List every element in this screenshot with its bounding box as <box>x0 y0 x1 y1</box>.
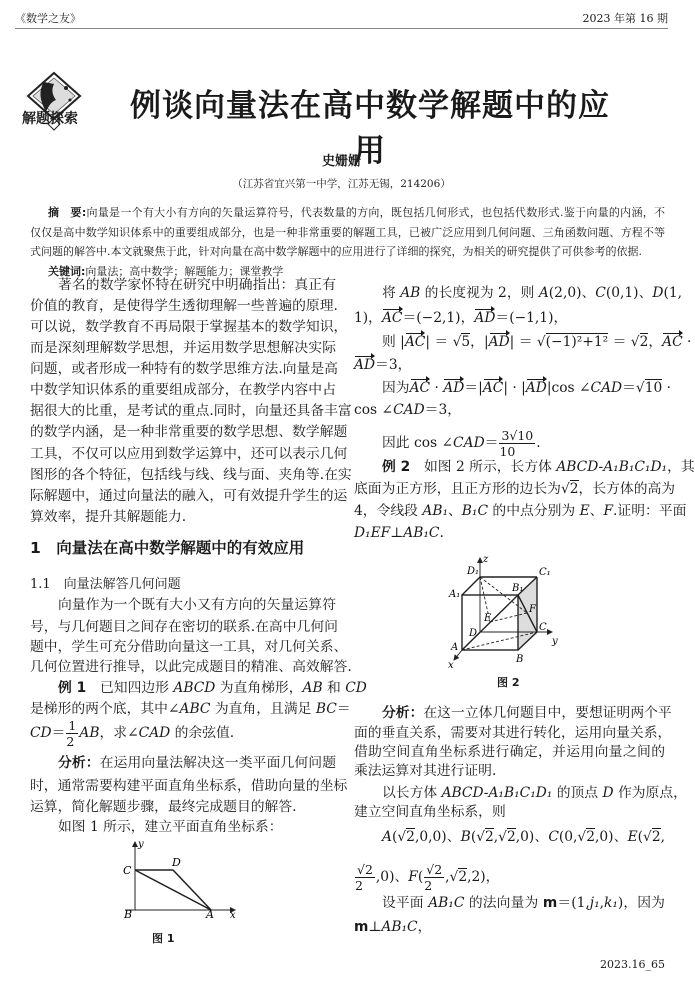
math-variable: AB₁ <box>422 503 448 519</box>
section-heading: 1 向量法在高中数学解题中的有效应用 <box>30 539 305 557</box>
text-segment: ,0)、 <box>375 869 409 885</box>
text-segment: 、 <box>589 503 604 519</box>
text-segment: (√ <box>637 829 652 845</box>
text-segment: 为直角，且满足 <box>210 701 316 717</box>
text-segment: |cos ∠ <box>546 380 591 396</box>
text-segment: ＝(−1,1)， <box>495 310 568 326</box>
text-line <box>30 443 348 465</box>
text-segment: .证明：平面 <box>613 503 687 519</box>
sqrt-radicand: 2 <box>651 829 661 845</box>
label-D: D <box>469 628 478 639</box>
vector: AC <box>405 331 426 353</box>
label-B: B <box>124 908 133 921</box>
math-variable: CD <box>345 680 367 696</box>
bold-label: m <box>354 919 369 935</box>
author: 史姗姗 <box>321 154 361 169</box>
fraction-denominator: 2 <box>355 878 363 893</box>
text-line <box>354 307 665 329</box>
text-line <box>354 801 665 823</box>
text-line <box>382 331 692 353</box>
figure-2-caption: 图 2 <box>497 676 520 689</box>
text-segment: 乘法运算对其进行证明. <box>354 763 497 779</box>
text-line <box>30 379 336 401</box>
vector: AD <box>354 354 375 376</box>
text-segment: ,√ <box>445 869 459 885</box>
sqrt-radicand: 2 <box>506 829 516 845</box>
text-segment: 而是深刻理解数学思想，并运用数学思想解决实际 <box>30 340 336 356</box>
text-segment: 算效率，提升其解题能力. <box>30 509 187 525</box>
text-segment: ，求∠ <box>99 725 139 741</box>
label-D: D <box>172 856 181 869</box>
text-segment: 的法向量为 <box>464 895 543 911</box>
page-footer: 2023.16_65 <box>600 958 665 971</box>
vector: AC <box>662 331 683 353</box>
bold-label: 分析： <box>382 705 424 721</box>
label-D1: D₁ <box>467 566 480 577</box>
text-segment: · <box>662 380 672 396</box>
fraction-numerator: √2 <box>426 862 443 877</box>
label-x: x <box>230 910 236 921</box>
text-segment: 际解题中，通过向量法的融入，可有效提升学生的运 <box>30 488 348 504</box>
label-C: C <box>123 864 132 877</box>
text-segment: 问题，或者形成一种特有的数学思维方法.向量是高 <box>30 361 338 377</box>
header-rule <box>15 28 668 29</box>
text-segment: ＝| <box>464 380 483 396</box>
label-B1: B₁ <box>512 583 524 594</box>
math-variable: CD <box>30 725 52 741</box>
text-segment: ＝ <box>51 725 66 741</box>
sqrt-radicand: 2 <box>586 829 595 845</box>
text-line <box>30 358 336 380</box>
math-variable: ABC <box>179 701 211 717</box>
fraction-denominator: 2 <box>424 878 433 893</box>
math-variable: k₁ <box>604 895 618 911</box>
math-variable: ABCD-A₁B₁C₁D₁ <box>556 459 668 475</box>
vector: AD <box>474 307 495 329</box>
text-segment: (1, <box>663 285 682 301</box>
text-segment: ， <box>648 334 663 350</box>
text-segment: | · | <box>503 380 526 396</box>
bold-label: 例 2 <box>382 459 411 475</box>
text-segment: 的顶点 <box>552 785 603 801</box>
text-line <box>354 522 665 544</box>
abstract-line: 式问题的解答中.本文就聚焦于此，针对向量在高中数学解题中的应用进行了详细的探究，为相关的研究提供了可供参考的依据. <box>30 245 642 258</box>
text-segment: (0,√ <box>558 829 587 845</box>
abstract-label: 摘 要: <box>48 206 87 219</box>
text-line <box>30 775 348 797</box>
text-line <box>30 656 352 678</box>
sqrt-radicand: (−1)²+1² <box>545 334 609 350</box>
text-segment: 则 | <box>382 334 405 350</box>
label-C1: C₁ <box>539 567 551 578</box>
text-segment: ＝(1, <box>557 895 590 911</box>
text-segment: ＝(−2,1)， <box>402 310 475 326</box>
text-segment: , <box>660 829 665 845</box>
text-segment: · <box>682 334 692 350</box>
fraction-denominator: 2 <box>66 734 75 749</box>
vector: AC <box>410 377 431 399</box>
text-segment: 向量作为一个既有大小又有方向的矢量运算符 <box>58 597 336 613</box>
vector: AD <box>443 377 464 399</box>
trapezoid-acd <box>135 870 211 910</box>
text-segment: 据很大的比重，是考试的重点.同时，向量还具备丰富 <box>30 403 352 419</box>
text-line <box>58 274 336 296</box>
text-segment: 以长方体 <box>382 785 442 801</box>
sqrt-radicand: 2 <box>406 829 415 845</box>
text-segment: 著名的数学家怀特在研究中明确指出：真正有 <box>58 277 336 293</box>
text-segment: ,2)， <box>467 869 500 885</box>
text-line <box>382 702 672 724</box>
math-variable: ABCD <box>173 680 216 696</box>
math-variable: AB <box>302 680 323 696</box>
text-segment: 在这一立体几何题目中，要想证明两个平 <box>423 705 672 721</box>
affiliation: （江苏省宜兴第一中学，江苏无锡，214206） <box>232 178 451 190</box>
fraction <box>66 718 78 749</box>
sqrt-radicand: 2 <box>569 481 579 497</box>
text-segment: 设平面 <box>382 895 429 911</box>
math-variable: E <box>579 503 590 519</box>
text-segment: ＝√ <box>622 380 645 396</box>
label-A: A <box>206 908 214 921</box>
sqrt-radicand: 10 <box>644 380 663 396</box>
logo-text: 解题探索 <box>22 111 78 127</box>
text-segment: (2,0)、 <box>548 285 596 301</box>
bold-label: 分析： <box>58 755 100 771</box>
label-z: z <box>483 554 489 565</box>
text-segment: . <box>536 435 541 451</box>
text-segment: | ＝ √ <box>425 334 462 350</box>
text-segment: ＝ <box>484 435 499 451</box>
math-variable: B₁C <box>461 503 489 519</box>
text-line <box>30 337 336 359</box>
text-segment: ，其 <box>667 459 695 475</box>
text-line <box>30 796 336 818</box>
label-B: B <box>516 654 524 665</box>
math-variable: CAD <box>453 435 485 451</box>
text-segment: 图形的各个特征，包括线与线、线与面、夹角等.在实 <box>30 467 352 483</box>
bold-label: m <box>542 895 558 911</box>
text-segment: 价值的教育，是使得学生透彻理解一些普遍的原理. <box>30 298 338 314</box>
text-segment: 可以说，数学教育不再局限于掌握基本的数学知识， <box>30 319 348 335</box>
abstract-text: 向量是一个有大小有方向的矢量运算符号，代表数量的方向，既包括几何形式，也包括代数形式.鉴于向量的内涵，不 <box>86 206 665 219</box>
text-line <box>30 485 348 507</box>
text-line <box>30 636 348 658</box>
text-segment: ⊥ <box>390 525 404 541</box>
text-segment: 为直角梯形， <box>215 680 303 696</box>
text-segment: 已知四边形 <box>86 680 174 696</box>
vector: AD <box>526 377 547 399</box>
math-variable: AB₁C <box>403 525 440 541</box>
label-F: F <box>529 604 536 615</box>
fraction <box>499 428 535 459</box>
text-segment: ＝ <box>336 701 351 717</box>
math-variable: A <box>382 829 392 845</box>
text-segment: 建立空间直角坐标系，则 <box>354 804 506 820</box>
text-segment: 的长度视为 2，则 <box>420 285 539 301</box>
figure-2 <box>440 550 570 690</box>
text-line <box>382 377 672 399</box>
text-line <box>382 826 665 848</box>
text-segment: 中数学知识体系的重要组成部分，在教学内容中占 <box>30 382 336 398</box>
text-segment: ,0)、 <box>515 829 549 845</box>
text-segment: cos ∠ <box>354 402 394 418</box>
figure-2-diagram <box>440 550 570 670</box>
sqrt-radicand: 2 <box>458 869 468 885</box>
text-segment: 因此 cos ∠ <box>382 435 454 451</box>
text-segment: 运算，简化解题步骤，最终完成题目的解答. <box>30 799 297 815</box>
math-variable: D <box>602 785 614 801</box>
text-segment: 和 <box>322 680 346 696</box>
fraction-numerator: 1 <box>68 718 77 733</box>
text-segment: ,0)、 <box>595 829 628 845</box>
math-variable: CAD <box>393 402 425 418</box>
figure-1-caption: 图 1 <box>152 932 175 945</box>
text-segment: | ＝ √ <box>509 334 546 350</box>
text-segment: 、 <box>448 503 462 519</box>
bold-label: 例 1 <box>58 680 87 696</box>
text-line <box>354 760 665 782</box>
text-segment: 几何位置进行推导，以此完成题目的精准、高效解答. <box>30 659 352 675</box>
text-line <box>30 506 336 528</box>
text-line <box>30 464 352 486</box>
abstract-line <box>48 203 665 223</box>
math-variable: AB₁C <box>381 919 418 935</box>
text-line <box>58 594 336 616</box>
text-segment: . <box>439 525 444 541</box>
text-segment: 如图 1 所示，建立平面直角坐标系： <box>58 819 283 835</box>
text-line <box>354 916 665 938</box>
text-segment: ,0,0)、 <box>414 829 461 845</box>
text-line <box>30 616 336 638</box>
text-segment: (√ <box>470 829 485 845</box>
text-line <box>30 400 352 422</box>
text-line <box>58 677 367 699</box>
text-segment: 作为原点， <box>613 785 687 801</box>
keywords-label: 关键词: <box>48 265 86 278</box>
text-line <box>354 399 665 421</box>
math-variable: D₁EF <box>354 525 391 541</box>
math-variable: F <box>603 503 614 519</box>
text-segment: )，因为 <box>617 895 665 911</box>
label-x: x <box>448 660 454 671</box>
text-segment: 借助空间直角坐标系进行确定，并运用向量之间的 <box>354 744 665 760</box>
text-line <box>58 816 336 838</box>
text-segment: 将 <box>382 285 401 301</box>
text-line <box>382 892 665 914</box>
sqrt-radicand: 5 <box>461 334 471 350</box>
journal-name: 《数学之友》 <box>15 12 81 25</box>
fraction <box>355 862 375 893</box>
math-variable: C <box>595 285 606 301</box>
text-segment: (√ <box>391 829 407 845</box>
vector: AC <box>382 307 403 329</box>
sqrt-radicand: 2 <box>485 829 494 845</box>
text-line <box>382 456 695 478</box>
column-logo <box>22 70 94 132</box>
text-segment: ,√ <box>493 829 507 845</box>
text-line <box>354 859 665 895</box>
text-line <box>382 282 682 304</box>
issue-number: 2023 年第 16 期 <box>582 12 668 25</box>
math-variable: B <box>460 829 471 845</box>
label-A1: A₁ <box>449 589 461 600</box>
fraction-numerator: 3√10 <box>501 428 534 443</box>
math-variable: j₁ <box>589 895 600 911</box>
figure-1 <box>110 838 240 948</box>
text-line <box>354 478 676 500</box>
text-segment: 的数学内涵，是一种非常重要的数学思想、数学解题 <box>30 424 348 440</box>
vector: AD <box>489 331 510 353</box>
text-segment: ＝3， <box>424 402 462 418</box>
text-segment: ＝ √ <box>608 334 640 350</box>
text-segment: 工具，不仅可以应用到数学运算中，还可以表示几何 <box>30 446 348 462</box>
math-variable: AB <box>79 725 100 741</box>
subsection-heading: 1.1 向量法解答几何问题 <box>30 577 181 592</box>
math-variable: D <box>652 285 664 301</box>
label-E: E <box>484 613 492 624</box>
text-line <box>58 752 336 774</box>
text-segment: · <box>430 380 444 396</box>
math-variable: ABCD-A₁B₁C₁D₁ <box>441 785 553 801</box>
math-variable: E <box>627 829 638 845</box>
fraction-numerator: √2 <box>357 862 373 877</box>
text-segment: 因为 <box>382 380 410 396</box>
text-segment: 4，令线段 <box>354 503 423 519</box>
text-segment: 在运用向量法解决这一类平面几何问题 <box>99 755 337 771</box>
text-line <box>30 295 336 317</box>
text-segment: ，长方体的高为 <box>578 481 676 497</box>
text-segment: 号，与几何题目之间存在密切的联系.在高中几何问 <box>30 619 338 635</box>
math-variable: F <box>408 869 418 885</box>
text-segment: 面的垂直关系，需要对其进行转化，运用向量关系， <box>354 725 672 741</box>
math-variable: AB <box>400 285 421 301</box>
figure-1-diagram <box>110 838 240 921</box>
keywords-text: 向量法；高中数学；解题能力；课堂教学 <box>85 265 284 278</box>
fraction-denominator: 10 <box>499 444 516 459</box>
label-A: A <box>451 642 459 653</box>
label-y: y <box>552 636 558 647</box>
math-variable: CAD <box>138 725 171 741</box>
sqrt-radicand: 2 <box>639 334 649 350</box>
math-variable: A <box>538 285 549 301</box>
text-line <box>30 421 348 443</box>
text-segment: 是梯形的两个底，其中∠ <box>30 701 180 717</box>
text-segment: ， <box>417 919 432 935</box>
text-segment: 底面为正方形，且正方形的边长为√ <box>354 481 570 497</box>
text-segment: ＝3， <box>375 357 412 373</box>
text-segment: 1)， <box>354 310 382 326</box>
abstract-line: 仅仅是高中数学知识体系中的重要组成部分，也是一种非常重要的解题工具，已被广泛应用到几何问题、三角函数问题、方程不等 <box>30 226 665 239</box>
text-segment: 的余弦值. <box>170 725 235 741</box>
text-segment: 如图 2 所示，长方体 <box>410 459 557 475</box>
math-variable: C <box>548 829 559 845</box>
math-variable: AB₁C <box>428 895 465 911</box>
text-segment: 的中点分别为 <box>488 503 580 519</box>
text-segment: ( <box>417 869 424 885</box>
article-title: 例谈向量法在高中数学解题中的应用 <box>130 88 610 169</box>
text-line <box>30 715 336 751</box>
text-line <box>30 316 348 338</box>
vector: AC <box>483 377 504 399</box>
text-segment: , <box>599 895 604 911</box>
math-variable: BC <box>315 701 337 717</box>
text-segment: 时，通常需要构建平面直角坐标系，借助向量的坐标 <box>30 778 348 794</box>
text-segment: ，| <box>470 334 489 350</box>
text-line <box>354 354 665 376</box>
text-segment: 题中，学生可充分借助向量这一工具，对几何关系、 <box>30 639 348 655</box>
math-variable: CAD <box>590 380 623 396</box>
label-C: C <box>539 622 547 633</box>
text-line <box>354 500 687 522</box>
text-segment: (0,1)、 <box>605 285 653 301</box>
fraction <box>424 862 444 893</box>
text-segment: ⊥ <box>368 919 382 935</box>
label-y: y <box>138 839 144 850</box>
